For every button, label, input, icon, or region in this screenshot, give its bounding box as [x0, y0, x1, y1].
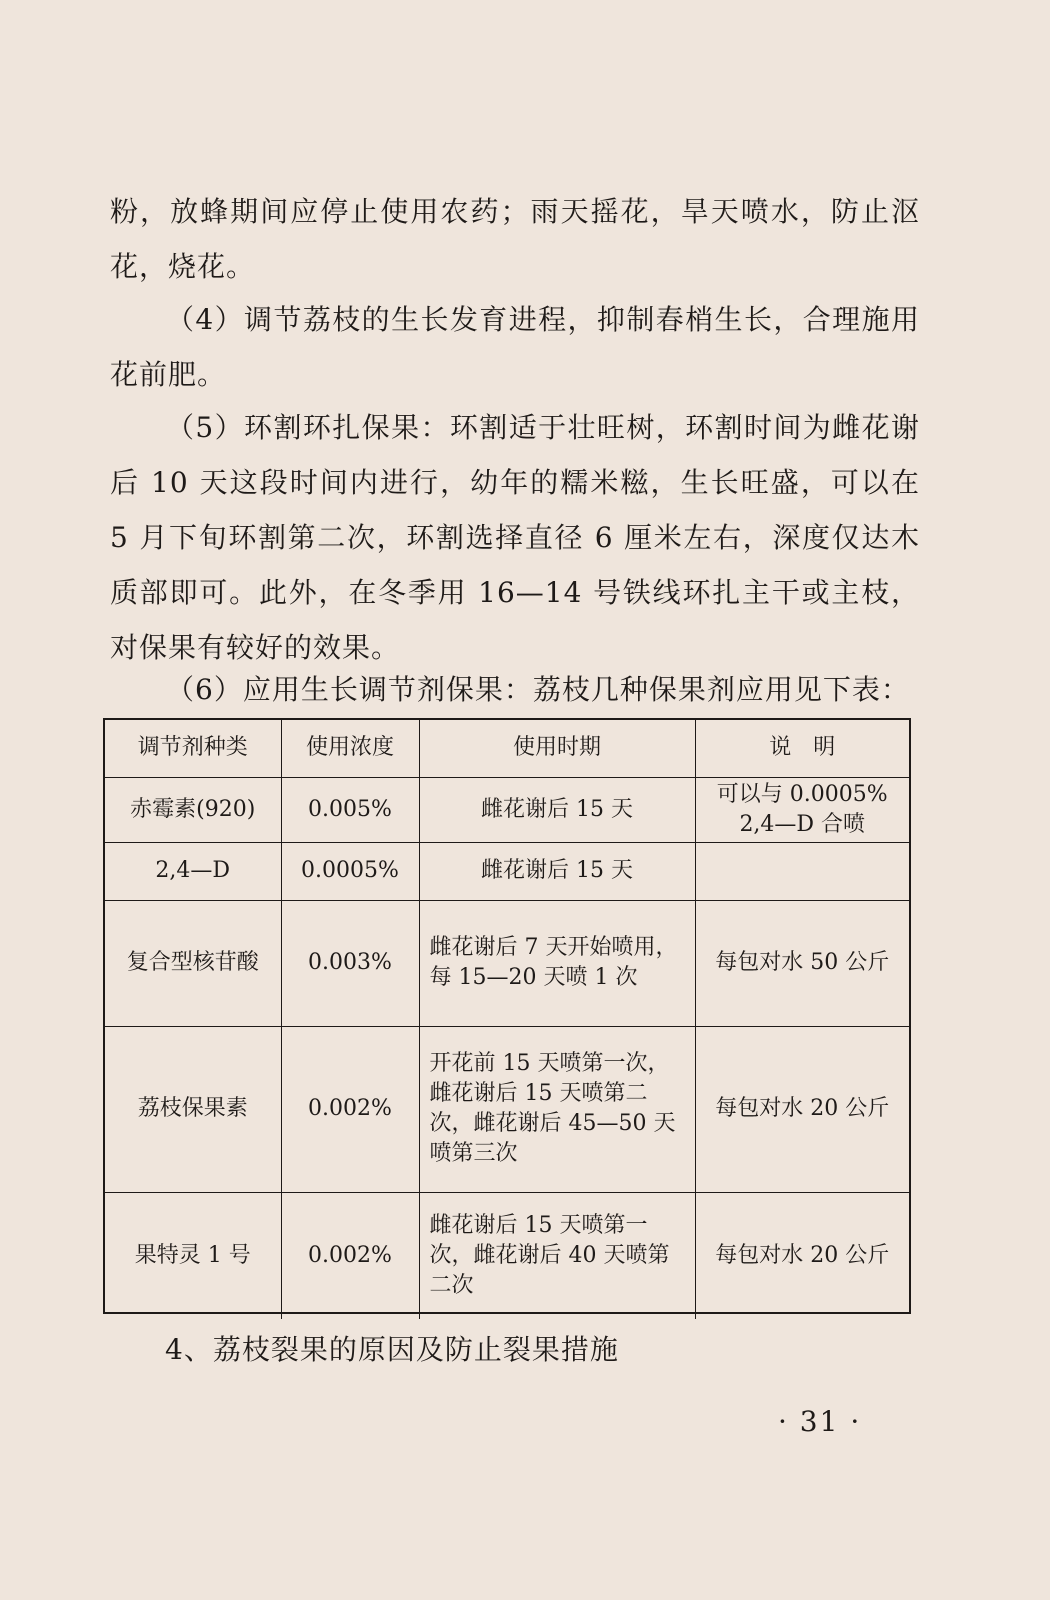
paragraph-item-5: （5）环割环扎保果：环割适于壮旺树，环割时间为雌花谢后 10 天这段时间内进行，幼年的糯米糍，生长旺盛，可以在 5 月下旬环割第二次，环割选择直径 6 厘米左右，深度仅达木质部即可。此外，在冬季用 16—14 号铁线环扎主干或主枝，对保果有较好的效果。 [110, 411, 920, 664]
cell-timing: 雌花谢后 15 天 [419, 777, 695, 842]
regulator-table [103, 718, 911, 1314]
cell-concentration: 0.002% [281, 1192, 419, 1319]
paragraph-item-6: （6）应用生长调节剂保果：荔枝几种保果剂应用见下表： [166, 673, 910, 706]
cell-timing: 雌花谢后 7 天开始喷用，每 15—20 天喷 1 次 [419, 900, 695, 1026]
cell-regulator: 荔枝保果素 [105, 1026, 281, 1192]
header-timing: 使用时期 [419, 720, 695, 777]
table-row [105, 900, 909, 1026]
header-concentration: 使用浓度 [281, 720, 419, 777]
section-heading: 4、荔枝裂果的原因及防止裂果措施 [165, 1333, 619, 1366]
table-header-row [105, 720, 909, 777]
cell-timing: 雌花谢后 15 天喷第一次，雌花谢后 40 天喷第二次 [419, 1192, 695, 1319]
cell-notes: 每包对水 20 公斤 [695, 1192, 909, 1319]
table-row [105, 777, 909, 842]
cell-regulator: 赤霉素(920) [105, 777, 281, 842]
cell-concentration: 0.002% [281, 1026, 419, 1192]
paragraph-pollination: 粉，放蜂期间应停止使用农药；雨天摇花，旱天喷水，防止沤花，烧花。 [110, 195, 920, 283]
cell-timing: 开花前 15 天喷第一次，雌花谢后 15 天喷第二次，雌花谢后 45—50 天喷第三次 [419, 1026, 695, 1192]
cell-concentration: 0.0005% [281, 842, 419, 900]
table-row [105, 1026, 909, 1192]
cell-regulator: 复合型核苷酸 [105, 900, 281, 1026]
table-row [105, 1192, 909, 1319]
cell-regulator: 果特灵 1 号 [105, 1192, 281, 1319]
page-number: · 31 · [778, 1405, 862, 1438]
cell-timing: 雌花谢后 15 天 [419, 842, 695, 900]
table-row [105, 842, 909, 900]
cell-concentration: 0.005% [281, 777, 419, 842]
header-notes: 说 明 [695, 720, 909, 777]
cell-notes [695, 842, 909, 900]
cell-regulator: 2,4—D [105, 842, 281, 900]
cell-notes: 可以与 0.0005% 2,4—D 合喷 [695, 777, 909, 842]
cell-notes: 每包对水 20 公斤 [695, 1026, 909, 1192]
header-regulator-type: 调节剂种类 [105, 720, 281, 777]
paragraph-item-4: （4）调节荔枝的生长发育进程，抑制春梢生长，合理施用花前肥。 [110, 303, 920, 391]
cell-concentration: 0.003% [281, 900, 419, 1026]
cell-notes: 每包对水 50 公斤 [695, 900, 909, 1026]
